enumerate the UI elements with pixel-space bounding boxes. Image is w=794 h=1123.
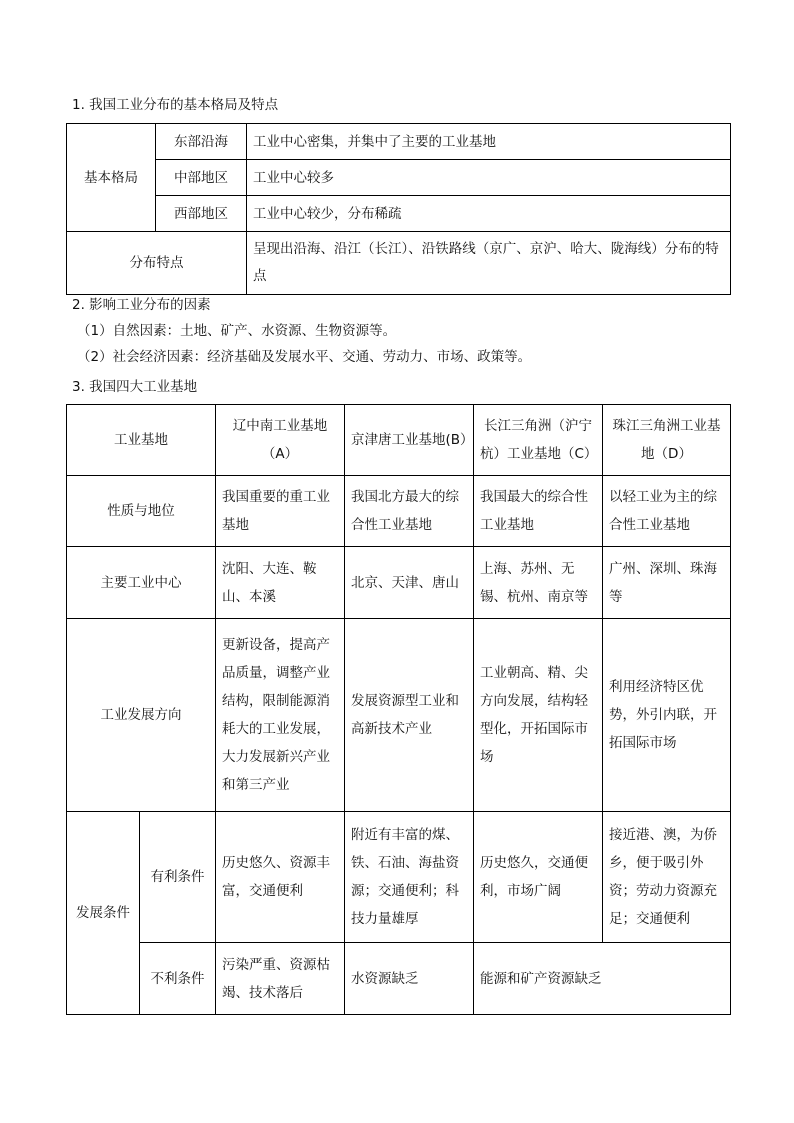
nature-cell: 以轻工业为主的综合性工业基地: [603, 476, 731, 547]
nature-cell: 我国重要的重工业基地: [216, 476, 345, 547]
row-label-nature: 性质与地位: [67, 476, 216, 547]
direction-cell: 更新设备，提高产品质量，调整产业结构，限制能源消耗大的工业发展，大力发展新兴产业和第三产业: [216, 619, 345, 812]
unfavorable-cell: 能源和矿产资源缺乏: [474, 943, 731, 1015]
row-label-centers: 主要工业中心: [67, 547, 216, 619]
base-name-b: 京津唐工业基地(B）: [345, 405, 474, 476]
features-text: 呈现出沿海、沿江（长江）、沿铁路线（京广、京沪、哈大、陇海线）分布的特点: [247, 232, 731, 295]
region-name: 中部地区: [156, 160, 247, 196]
base-name-c: 长江三角洲（沪宁杭）工业基地（C）: [474, 405, 603, 476]
favorable-cell: 历史悠久、资源丰富，交通便利: [216, 812, 345, 943]
row-label-direction: 工业发展方向: [67, 619, 216, 812]
favorable-cell: 接近港、澳，为侨乡，便于吸引外资；劳动力资源充足；交通便利: [603, 812, 731, 943]
row-label-conditions: 发展条件: [67, 812, 140, 1015]
section3-heading: 3. 我国四大工业基地: [72, 379, 198, 395]
centers-cell: 北京、天津、唐山: [345, 547, 474, 619]
favorable-cell: 历史悠久，交通便利，市场广阔: [474, 812, 603, 943]
header-label: 工业基地: [67, 405, 216, 476]
region-desc: 工业中心密集，并集中了主要的工业基地: [247, 124, 731, 160]
region-desc: 工业中心较多: [247, 160, 731, 196]
row-label-layout: 基本格局: [67, 124, 156, 232]
centers-cell: 广州、深圳、珠海等: [603, 547, 731, 619]
unfavorable-cell: 水资源缺乏: [345, 943, 474, 1015]
region-name: 西部地区: [156, 196, 247, 232]
centers-cell: 上海、苏州、无锡、杭州、南京等: [474, 547, 603, 619]
factor-socioeconomic: （2）社会经济因素：经济基础及发展水平、交通、劳动力、市场、政策等。: [77, 349, 532, 365]
factor-natural: （1）自然因素：土地、矿产、水资源、生物资源等。: [77, 323, 397, 339]
base-name-d: 珠江三角洲工业基地（D）: [603, 405, 731, 476]
row-label-features: 分布特点: [67, 232, 247, 295]
centers-cell: 沈阳、大连、鞍山、本溪: [216, 547, 345, 619]
nature-cell: 我国北方最大的综合性工业基地: [345, 476, 474, 547]
favorable-label: 有利条件: [140, 812, 216, 943]
unfavorable-label: 不利条件: [140, 943, 216, 1015]
base-name-a: 辽中南工业基地（A）: [216, 405, 345, 476]
industrial-bases-table: [66, 404, 731, 1015]
direction-cell: 利用经济特区优势，外引内联，开拓国际市场: [603, 619, 731, 812]
section2-heading: 2. 影响工业分布的因素: [72, 297, 211, 313]
favorable-cell: 附近有丰富的煤、铁、石油、海盐资源；交通便利；科技力量雄厚: [345, 812, 474, 943]
direction-cell: 工业朝高、精、尖方向发展，结构轻型化，开拓国际市场: [474, 619, 603, 812]
nature-cell: 我国最大的综合性工业基地: [474, 476, 603, 547]
unfavorable-cell: 污染严重、资源枯竭、技术落后: [216, 943, 345, 1015]
industry-layout-table: [66, 123, 731, 295]
direction-cell: 发展资源型工业和高新技术产业: [345, 619, 474, 812]
section1-heading: 1. 我国工业分布的基本格局及特点: [72, 97, 279, 113]
region-desc: 工业中心较少，分布稀疏: [247, 196, 731, 232]
region-name: 东部沿海: [156, 124, 247, 160]
